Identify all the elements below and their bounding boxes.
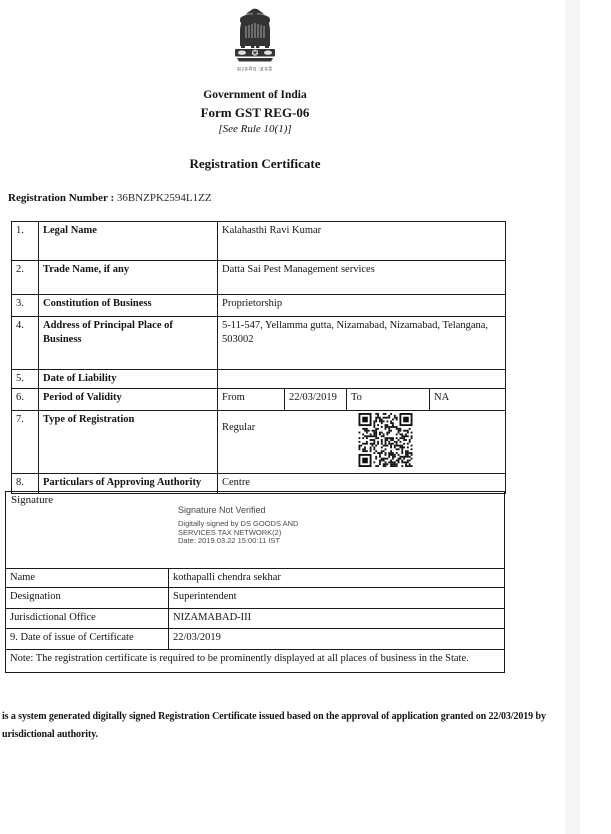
row-number: 1.: [12, 222, 39, 261]
row-value: Kalahasthi Ravi Kumar: [218, 222, 506, 261]
row-value: Regular: [222, 421, 256, 433]
registration-number-line: [8, 192, 212, 204]
validity-cells: [218, 388, 506, 410]
validity-to-value: NA: [429, 389, 505, 410]
table-row: [6, 588, 505, 609]
row-value: [218, 370, 506, 389]
row-label: Particulars of Approving Authority: [39, 473, 218, 493]
row-value: 22/03/2019: [169, 629, 505, 650]
row-value: 5-11-547, Yellamma gutta, Nizamabad, Nizamabad, Telangana, 503002: [218, 317, 506, 370]
validity-split: [218, 389, 505, 410]
footer-line: urisdictional authority.: [2, 729, 98, 740]
row-value: Centre: [218, 473, 506, 493]
india-national-emblem-icon: [227, 6, 283, 64]
table-row: [6, 629, 505, 650]
table-row: [12, 317, 506, 370]
digital-signature-line: SERVICES TAX NETWORK(2): [178, 527, 282, 537]
row-value: NIZAMABAD-III: [169, 609, 505, 629]
row-label: Period of Validity: [39, 388, 218, 410]
row-label: Legal Name: [39, 222, 218, 261]
row-label: Constitution of Business: [39, 295, 218, 317]
emblem-motto: सत्यमेव जयते: [237, 67, 273, 73]
registration-number-value: 36BNZPK2594L1ZZ: [116, 192, 212, 204]
row-label: Address of Principal Place of Business: [39, 317, 218, 370]
rule-reference: [See Rule 10(1)]: [218, 123, 292, 135]
signature-label: Signature: [11, 494, 54, 506]
approving-officer-table: [5, 568, 505, 673]
registration-number-label: Registration Number :: [8, 192, 115, 204]
row-number: 5.: [12, 370, 39, 389]
validity-from-label: From: [222, 391, 245, 403]
validity-to-label: To: [346, 389, 429, 410]
digital-signature-line: Date: 2019.03.22 15:00:11 IST: [178, 536, 281, 545]
table-row: [12, 295, 506, 317]
row-number: 3.: [12, 295, 39, 317]
row-label: Name: [6, 569, 169, 588]
footer-line: is a system generated digitally signed Registration Certificate issued based on the approval of application granted on 22/03/2019 by: [2, 711, 546, 722]
row-number: 2.: [12, 261, 39, 295]
row-value: Proprietorship: [218, 295, 506, 317]
table-row: [12, 370, 506, 389]
row-number: 6.: [12, 388, 39, 410]
digital-signature-details: [178, 520, 298, 546]
signature-block: [5, 491, 505, 568]
table-row: [12, 410, 506, 473]
qr-code: [357, 413, 414, 467]
table-row: [6, 569, 505, 588]
signature-status: Signature Not Verified: [178, 505, 266, 515]
table-row: [12, 261, 506, 295]
table-row: [6, 609, 505, 629]
row-value: Superintendent: [169, 588, 505, 609]
certificate-title: Registration Certificate: [189, 156, 321, 171]
registration-details-table: [11, 221, 506, 494]
footer-statement: [2, 708, 608, 744]
form-title: Form GST REG-06: [200, 105, 310, 120]
note-text: Note: The registration certificate is required to be prominently displayed at all places of business in the State.: [6, 650, 505, 673]
row-label: Date of Liability: [39, 370, 218, 389]
row-number: 4.: [12, 317, 39, 370]
row-number: 8.: [12, 473, 39, 493]
row-number: 7.: [12, 410, 39, 473]
note-row: [6, 650, 505, 673]
registration-type-cell: [218, 410, 506, 473]
validity-from-value: 22/03/2019: [284, 389, 346, 410]
row-label: 9. Date of issue of Certificate: [6, 629, 169, 650]
row-value: kothapalli chendra sekhar: [169, 569, 505, 588]
header-emblem: [0, 6, 510, 73]
row-value: Datta Sai Pest Management services: [218, 261, 506, 295]
row-label: Jurisdictional Office: [6, 609, 169, 629]
table-row: [12, 388, 506, 410]
digital-signature-line: Digitally signed by DS GOODS AND: [178, 519, 299, 528]
row-label: Type of Registration: [39, 410, 218, 473]
government-title: Government of India: [203, 89, 307, 101]
row-label: Designation: [6, 588, 169, 609]
row-label: Trade Name, if any: [39, 261, 218, 295]
table-row: [12, 222, 506, 261]
